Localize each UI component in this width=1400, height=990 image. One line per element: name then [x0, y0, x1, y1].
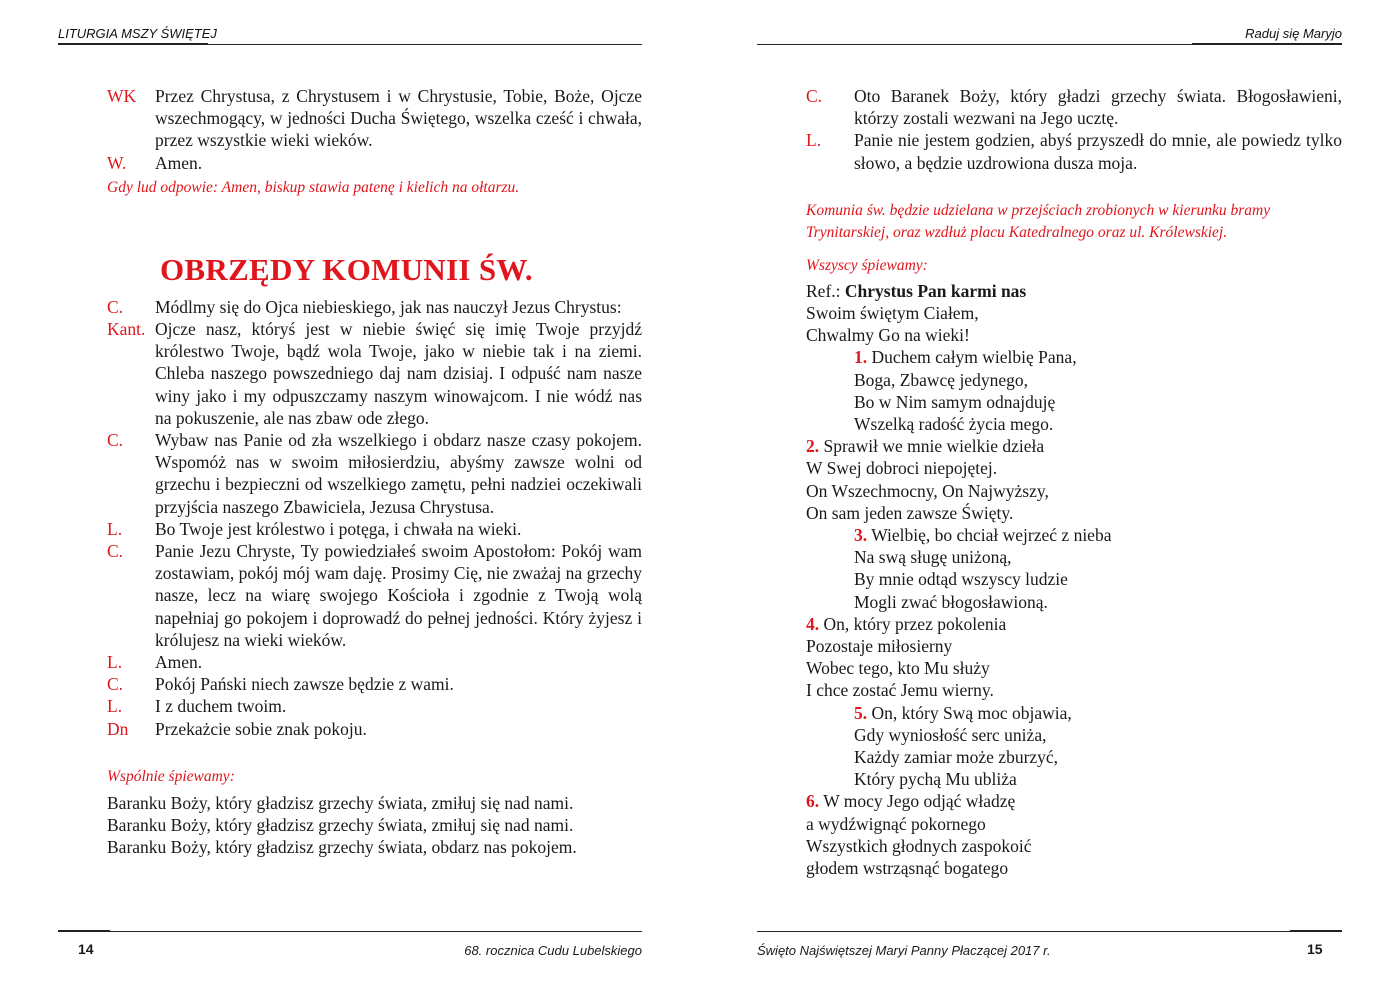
refrain-bold: Chrystus Pan karmi nas — [844, 280, 1027, 301]
verse-line: I chce zostać Jemu wierny. — [806, 680, 994, 701]
agnus-line: Baranku Boży, który gładzisz grzechy świata, obdarz nas pokojem. — [107, 837, 577, 858]
verse-number: 3. — [854, 525, 868, 546]
verse-line: On Wszechmocny, On Najwyższy, — [806, 480, 1049, 501]
dialog-text: Amen. — [155, 152, 203, 173]
verse-line: On sam jeden zawsze Święty. — [806, 502, 1014, 523]
dialog-line — [107, 673, 642, 695]
dialog-line — [107, 695, 642, 717]
refrain-line: Chwalmy Go na wieki! — [806, 325, 970, 346]
verse-line: Wszelką radość życia mego. — [854, 414, 1054, 435]
right-footer-rule — [757, 931, 1342, 932]
dialog-line — [806, 85, 1342, 129]
right-footer-rule-thick — [1290, 930, 1342, 932]
dialog-text: Bo Twoje jest królestwo i potęga, i chwała na wieki. — [155, 518, 522, 539]
speaker-label: Kant. — [107, 319, 146, 340]
rubric-instruction: Wszyscy śpiewamy: — [806, 256, 928, 274]
dialog-text: Panie nie jestem godzien, abyś przyszedł do mnie, ale powiedz tylko słowo, a będzie uzdrowiona dusza moja. — [854, 130, 1342, 173]
speaker-label: WK — [107, 86, 137, 106]
refrain-label: Ref.: — [806, 280, 841, 301]
right-running-header: Raduj się Maryjo — [1245, 26, 1342, 41]
left-footer-text: 68. rocznica Cudu Lubelskiego — [464, 943, 642, 958]
verse-line — [806, 346, 1342, 368]
right-page-number: 15 — [1307, 941, 1323, 957]
dialog-line — [107, 718, 642, 740]
refrain-line: Swoim świętym Ciałem, — [806, 303, 979, 324]
left-page-number: 14 — [78, 941, 94, 957]
left-running-header: LITURGIA MSZY ŚWIĘTEJ — [58, 26, 217, 41]
speaker-label: L. — [806, 130, 822, 151]
speaker-label: C. — [107, 430, 124, 451]
verse-number: 5. — [854, 702, 868, 723]
dialog-line — [107, 318, 642, 429]
dialog-line — [107, 518, 642, 540]
verse-line: Na swą sługę uniżoną, — [854, 547, 1012, 568]
verse-text: On, który Swą moc objawia, — [871, 702, 1072, 723]
verse-line — [806, 435, 1342, 457]
right-header-rule-thick — [1192, 43, 1342, 45]
verse-line: Wszystkich głodnych zaspokoić — [806, 835, 1032, 856]
left-footer-rule — [58, 931, 642, 932]
verse-text: Sprawił we mnie wielkie dzieła — [823, 436, 1045, 457]
agnus-dei — [107, 792, 642, 859]
rubric-instruction: Wspólnie śpiewamy: — [107, 767, 235, 785]
dialog-line — [107, 429, 642, 518]
agnus-line: Baranku Boży, który gładzisz grzechy świata, zmiłuj się nad nami. — [107, 792, 574, 813]
dialog-line — [107, 152, 642, 174]
dialog-line — [107, 651, 642, 673]
verse-number: 1. — [854, 347, 868, 368]
left-page-body — [107, 85, 642, 858]
left-intro — [107, 85, 642, 174]
speaker-label: L. — [107, 518, 123, 539]
verse-line: głodem wstrząsnąć bogatego — [806, 858, 1009, 879]
verse-line: By mnie odtąd wszyscy ludzie — [854, 569, 1068, 590]
verse-text: Duchem całym wielbię Pana, — [871, 347, 1077, 368]
dialog-text: Amen. — [155, 652, 203, 673]
verse-line — [806, 702, 1342, 724]
dialog-line — [107, 85, 642, 152]
verse-number: 4. — [806, 613, 820, 634]
left-footer-rule-thick — [58, 930, 110, 932]
verse-line: Wobec tego, kto Mu służy — [806, 658, 990, 679]
speaker-label: C. — [806, 86, 823, 106]
dialog-text: Wybaw nas Panie od zła wszelkiego i obdarz nasze czasy pokojem. Wspomóż nas w swoim miłosierdziu, abyśmy zawsze wolni od grzechu i bezpieczni od wszelkiego zamętu, pełni nadziei oczekiwali przyjścia naszego Zbawiciela, Jezusa Chrystusa. — [155, 430, 642, 517]
speaker-label: W. — [107, 152, 127, 173]
speaker-label: C. — [107, 541, 124, 562]
verse-number: 6. — [806, 791, 820, 812]
verse-line: Gdy wyniosłość serc uniża, — [854, 724, 1047, 745]
verse-text: On, który przez pokolenia — [823, 613, 1007, 634]
refrain-first-line — [806, 280, 1342, 302]
speaker-label: C. — [107, 674, 124, 695]
speaker-label: C. — [107, 296, 124, 317]
right-page-body — [806, 85, 1342, 879]
dialog-line — [806, 129, 1342, 173]
left-header-rule — [58, 44, 642, 45]
dialog-line — [107, 296, 642, 318]
rubric-instruction: Gdy lud odpowie: Amen, biskup stawia patenę i kielich na ołtarzu. — [107, 178, 520, 196]
dialog-text: Pokój Pański niech zawsze będzie z wami. — [155, 674, 454, 695]
agnus-line: Baranku Boży, który gładzisz grzechy świata, zmiłuj się nad nami. — [107, 815, 574, 836]
verse-line — [806, 613, 1342, 635]
left-dialog — [107, 296, 642, 740]
dialog-text: Panie Jezu Chryste, Ty powiedziałeś swoim Apostołom: Pokój wam zostawiam, pokój mój wam daję. Prosimy Cię, nie zważaj na grzechy nasze, lecz na wiarę swojego Kościoła i zgodnie z Twoją wolą napełniaj go pokojem i doprowadź do pełnej jedności. Który żyjesz i królujesz na wieki wieków. — [155, 541, 642, 650]
section-title: OBRZĘDY KOMUNII ŚW. — [160, 251, 533, 287]
right-footer-text: Święto Najświętszej Maryi Panny Płaczącej 2017 r. — [757, 943, 1051, 958]
dialog-text: Przekażcie sobie znak pokoju. — [155, 718, 367, 739]
dialog-text: Ojcze nasz, któryś jest w niebie święć się imię Twoje przyjdź królestwo Twoje, bądź wola Twoje, jako w niebie tak i na ziemi. Chleba naszego powszedniego daj nam dzisiaj. I odpuść nam nasze winy jako i my odpuszczamy naszym winowajcom. I nie wódź nas na pokuszenie, ale nas zbaw ode złego. — [155, 319, 642, 428]
verse-line: W Swej dobroci niepojętej. — [806, 458, 998, 479]
speaker-label: L. — [107, 696, 123, 717]
verse-line: Bo w Nim samym odnajduję — [854, 391, 1056, 412]
dialog-text: I z duchem twoim. — [155, 696, 287, 717]
verse-text: Wielbię, bo chciał wejrzeć z nieba — [871, 525, 1112, 546]
verse-text: W mocy Jego odjąć władzę — [823, 791, 1016, 812]
speaker-label: L. — [107, 652, 123, 673]
verse-line: Który pychą Mu ubliża — [854, 769, 1017, 790]
dialog-text: Oto Baranek Boży, który gładzi grzechy świata. Błogosławieni, którzy zostali wezwani na Jego ucztę. — [854, 86, 1342, 129]
verse-line: a wydźwignąć pokornego — [806, 813, 986, 834]
speaker-label: Dn — [107, 718, 129, 739]
verse-line: Każdy zamiar może zburzyć, — [854, 747, 1059, 768]
dialog-text: Módlmy się do Ojca niebieskiego, jak nas nauczył Jezus Chrystus: — [155, 296, 622, 317]
verse-number: 2. — [806, 436, 820, 457]
right-dialog — [806, 85, 1342, 174]
dialog-line — [107, 540, 642, 651]
verse-line — [806, 790, 1342, 812]
dialog-text: Przez Chrystusa, z Chrystusem i w Chrystusie, Tobie, Boże, Ojcze wszechmogący, w jedności Ducha Świętego, wszelka cześć i chwała, przez wszystkie wieki wieków. — [155, 86, 642, 151]
verse-line — [806, 524, 1342, 546]
verse-line: Mogli zwać błogosławioną. — [854, 591, 1048, 612]
verse-line: Pozostaje miłosierny — [806, 636, 953, 657]
rubric-instruction: Komunia św. będzie udzielana w przejściach zrobionych w kierunku bramy Trynitarskiej, oraz wzdłuż placu Katedralnego oraz ul. Królewskiej. — [806, 201, 1271, 241]
hymn — [806, 280, 1342, 879]
verse-line: Boga, Zbawcę jedynego, — [854, 369, 1028, 390]
